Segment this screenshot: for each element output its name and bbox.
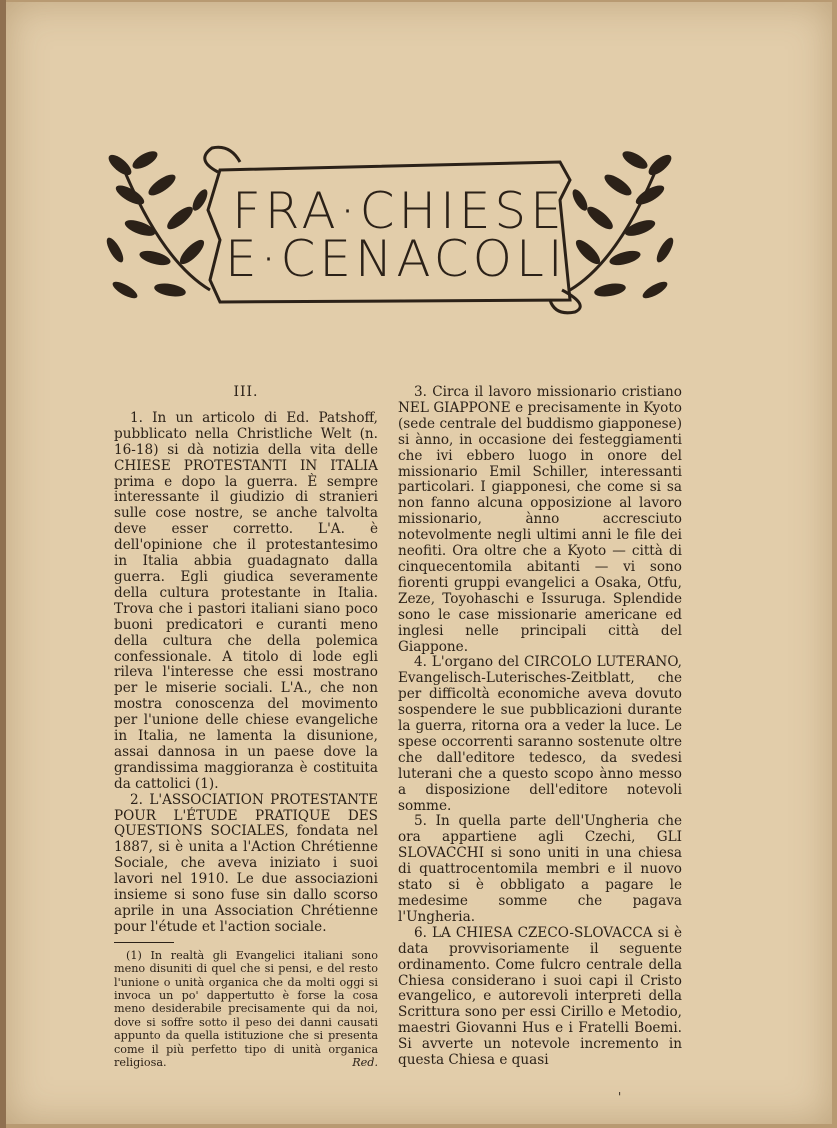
paragraph-1: 1. In un articolo di Ed. Patshoff, pubblicato nella Christliche Welt (n. 16-18) si dà notizia della vita delle CHIESE PROTESTANTI IN ITALIA prima e dopo la guerra. È sempre interessante il giudizio di stranieri sulle cose nostre, se anche talvolta deve esser corretto. L'A. è dell'opinione che il protestantesimo in Italia abbia guadagnato dalla guerra. Egli giudica severamente della cultura protestante in Italia. Trova che i pastori italiani siano poco buoni predicatori e curanti meno della cultura che della polemica confessionale. A titolo di lode egli rileva l'interesse che essi mostrano per le miserie sociali. L'A., che non mostra conoscenza del movimento per l'unione delle chiese evangeliche in Italia, ne lamenta la disunione, assai dannosa in un paese dove la grandissima maggioranza è costituita da cattolici (1).: [114, 409, 378, 792]
footnote-divider: [114, 942, 174, 943]
paragraph-5: 5. In quella parte dell'Ungheria che ora appartiene agli Czechi, GLI SLOVACCHI si sono uniti in una chiesa di quattrocentomila membri e il nuovo stato si è obbligato a pagare le medesime somme che pagava l'Ungheria.: [398, 813, 682, 925]
paragraph-2: 2. L'ASSOCIATION PROTESTANTE POUR L'ÉTUDE PRATIQUE DES QUESTIONS SOCIALES, fondata nel 1887, si è unita a l'Action Chrétienne Sociale, che aveva iniziato i suoi lavori nel 1910. Le due associazioni insieme si sono fuse sin dallo scorso aprile in una Association Chrétienne pour l'étude et l'action sociale.: [114, 791, 378, 935]
footnote: [114, 949, 378, 1070]
bottom-mark: ': [618, 1090, 622, 1104]
footnote-signature: Red.: [352, 1056, 378, 1070]
left-column: [114, 385, 378, 1069]
footnote-text: (1) In realtà gli Evangelici italiani sono meno disuniti di quel che si pensi, e del resto l'unione o unità organica che da molti oggi si invoca un po' dappertutto è forse la cosa meno desiderabile precisamente qui da noi, dove si soffre sotto il peso dei danni causati appunto da quella istituzione che si presenta come il più perfetto tipo di unità organica religiosa.: [114, 948, 378, 1070]
section-number: III.: [233, 384, 259, 400]
paragraph-6: 6. LA CHIESA CZECO-SLOVACCA si è data provvisoriamente il seguente ordinamento. Come fulcro centrale della Chiesa considerano i suoi capi il Cristo evangelico, e autorevoli interpreti della Scrittura sono per essi Cirillo e Metodio, maestri Giovanni Hus e i Fratelli Boemi. Si avverte un notevole incremento in questa Chiesa e quasi: [398, 924, 682, 1069]
paragraph-3: 3. Circa il lavoro missionario cristiano NEL GIAPPONE e precisamente in Kyoto (sede centrale del buddismo giapponese) si ànno, in occasione dei festeggiamenti che ivi ebbero luogo in onore del missionario Emil Schiller, interessanti particolari. I giapponesi, che come si sa non fanno alcuna opposizione al lavoro missionario, ànno accresciuto notevolmente negli ultimi anni le file dei neofiti. Ora oltre che a Kyoto — città di cinquecentomila abitanti — vi sono fiorenti gruppi evangelici a Osaka, Otfu, Zeze, Toyohaschi e Issuruga. Splendide sono le case missionarie americane ed inglesi nelle principali città del Giappone.: [398, 384, 682, 655]
paragraph-4: 4. L'organo del CIRCOLO LUTERANO, Evangelisch-Luterisches-Zeitblatt, che per difficoltà economiche aveva dovuto sospendere le sue pubblicazioni durante la guerra, ritorna ora a veder la luce. Le spese occorrenti saranno sostenute oltre che dall'editore tedesco, da svedesi luterani che a questo scopo ànno messo a disposizione dell'editore notevoli somme.: [398, 654, 682, 814]
title-line-1: FRA·CHIESE: [232, 182, 566, 240]
right-column: [398, 385, 682, 1069]
title-line-2: E·CENACOLI: [225, 230, 567, 288]
